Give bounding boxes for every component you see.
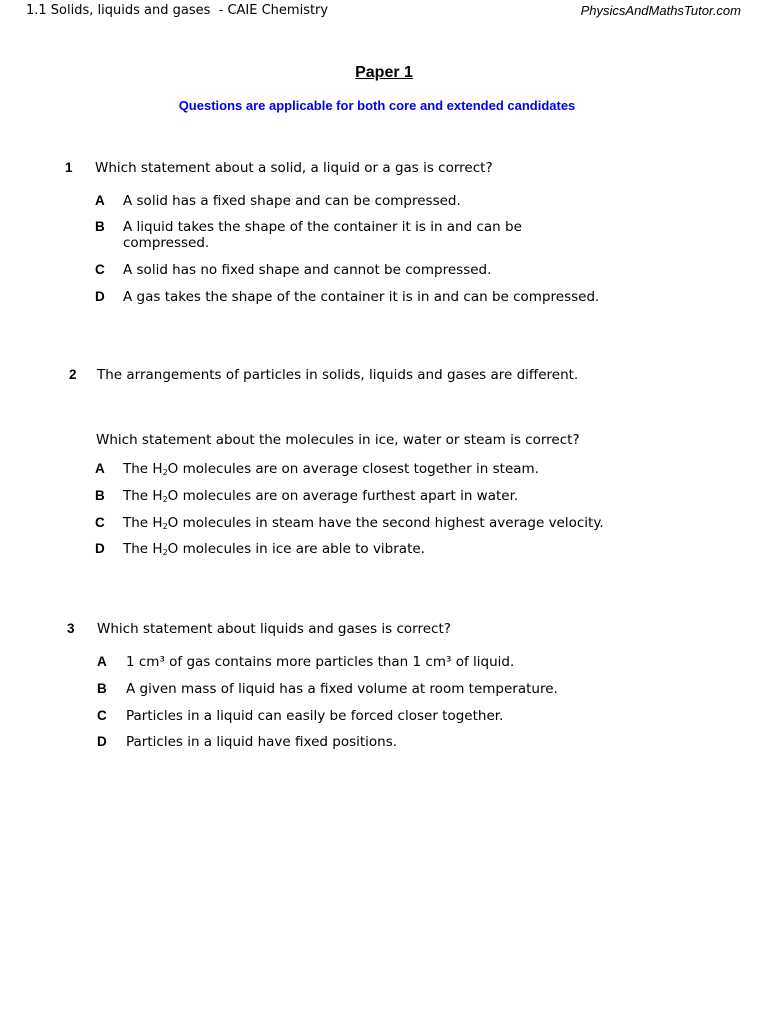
- question-2-option-b-text: The $H_2O$ molecules are on average furthest apart in water.: [123, 488, 519, 504]
- question-3-option-a-text: 1 cm³ of gas contains more particles than 1 cm³ of liquid.: [126, 654, 515, 670]
- question-3-number: 3: [67, 621, 75, 636]
- question-2-option-c-letter: C: [95, 515, 105, 530]
- question-1-option-b-letter: B: [95, 219, 105, 234]
- question-2-option-a-text: The $H_2O$ molecules are on average closest together in steam.: [123, 461, 539, 477]
- paper-title: Paper 1: [355, 64, 413, 81]
- question-2-prompt: Which statement about the molecules in ice, water or steam is correct?: [96, 432, 580, 448]
- question-3-option-d-letter: D: [97, 734, 107, 749]
- question-2-option-b-letter: B: [95, 488, 105, 503]
- question-2-option-c-text: The $H_2O$ molecules in steam have the second highest average velocity.: [123, 515, 604, 531]
- question-1-option-c-letter: C: [95, 262, 105, 277]
- question-3-option-d-text: Particles in a liquid have fixed positions.: [126, 734, 398, 750]
- question-2-number: 2: [69, 367, 77, 382]
- question-2-option-a-letter: A: [95, 461, 105, 476]
- question-1-text: Which statement about a solid, a liquid or a gas is correct?: [95, 160, 493, 176]
- paper-subtitle: Questions are applicable for both core and extended candidates: [178, 98, 576, 113]
- question-2-option-d-letter: D: [95, 541, 105, 556]
- question-1-option-b-text: A liquid takes the shape of the container it is in and can be compressed.: [123, 219, 522, 251]
- question-1-option-d-letter: D: [95, 289, 105, 304]
- question-3-option-b-letter: B: [97, 681, 107, 696]
- question-3-option-b-text: A given mass of liquid has a fixed volume at room temperature.: [126, 681, 558, 697]
- page-header-topic: 1.1 Solids, liquids and gases - CAIE Chemistry: [26, 3, 329, 18]
- question-2-option-d-text: The $H_2O$ molecules in ice are able to vibrate.: [123, 541, 425, 557]
- question-3-option-c-text: Particles in a liquid can easily be forced closer together.: [126, 708, 504, 724]
- question-1-option-d-text: A gas takes the shape of the container it is in and can be compressed.: [123, 289, 600, 305]
- question-3-text: Which statement about liquids and gases is correct?: [97, 621, 451, 637]
- page-header-source: PhysicsAndMathsTutor.com: [580, 3, 741, 18]
- question-1-option-c-text: A solid has no fixed shape and cannot be compressed.: [123, 262, 492, 278]
- question-3-option-a-letter: A: [97, 654, 107, 669]
- question-2-text: The arrangements of particles in solids, liquids and gases are different.: [97, 367, 579, 383]
- question-1-option-a-text: A solid has a fixed shape and can be compressed.: [123, 193, 461, 209]
- question-1-option-a-letter: A: [95, 193, 105, 208]
- question-3-option-c-letter: C: [97, 708, 107, 723]
- question-1-number: 1: [65, 160, 73, 175]
